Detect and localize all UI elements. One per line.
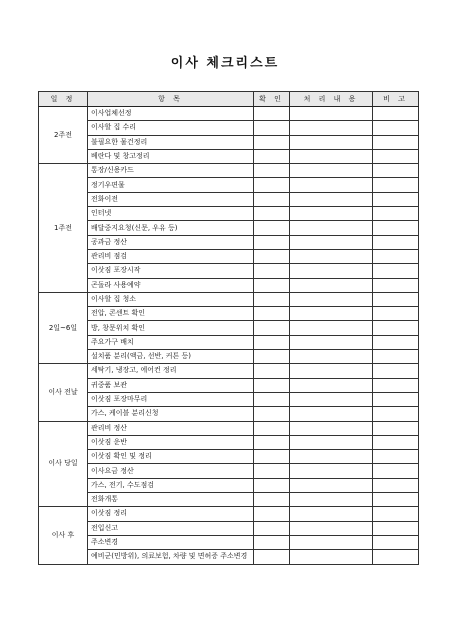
item-cell: 이사업체선정 [88, 107, 254, 121]
table-row [39, 121, 419, 135]
table-row [39, 335, 419, 349]
check-cell[interactable] [254, 192, 290, 206]
check-cell[interactable] [254, 350, 290, 364]
period-cell: 이사 후 [39, 507, 88, 564]
item-cell: 이삿짐 확인 및 정리 [88, 450, 254, 464]
note-cell[interactable] [373, 435, 419, 449]
table-row [39, 235, 419, 249]
check-cell[interactable] [254, 249, 290, 263]
action-cell[interactable] [290, 278, 373, 292]
check-cell[interactable] [254, 178, 290, 192]
table-row [39, 493, 419, 507]
check-cell[interactable] [254, 550, 290, 564]
action-cell[interactable] [290, 292, 373, 306]
item-cell: 배달중지요청(신문, 우유 등) [88, 221, 254, 235]
action-cell[interactable] [290, 407, 373, 421]
table-row [39, 149, 419, 163]
item-cell: 이사요금 정산 [88, 464, 254, 478]
check-cell[interactable] [254, 364, 290, 378]
check-cell[interactable] [254, 278, 290, 292]
period-cell: 이사 당일 [39, 421, 88, 507]
action-cell[interactable] [290, 192, 373, 206]
item-cell: 주요가구 배치 [88, 335, 254, 349]
item-cell: 전입신고 [88, 521, 254, 535]
table-row [39, 192, 419, 206]
check-cell[interactable] [254, 507, 290, 521]
check-cell[interactable] [254, 335, 290, 349]
note-cell[interactable] [373, 207, 419, 221]
note-cell[interactable] [373, 292, 419, 306]
action-cell[interactable] [290, 507, 373, 521]
header-item: 항 목 [88, 92, 254, 107]
check-cell[interactable] [254, 392, 290, 406]
check-cell[interactable] [254, 407, 290, 421]
check-cell[interactable] [254, 464, 290, 478]
table-row [39, 135, 419, 149]
note-cell[interactable] [373, 164, 419, 178]
action-cell[interactable] [290, 550, 373, 564]
table-row [39, 407, 419, 421]
note-cell[interactable] [373, 507, 419, 521]
note-cell[interactable] [373, 521, 419, 535]
table-row [39, 164, 419, 178]
table-row [39, 478, 419, 492]
check-cell[interactable] [254, 493, 290, 507]
note-cell[interactable] [373, 464, 419, 478]
period-cell: 2일~6일 [39, 292, 88, 363]
item-cell: 곤돌라 사용예약 [88, 278, 254, 292]
action-cell[interactable] [290, 107, 373, 121]
note-cell[interactable] [373, 278, 419, 292]
check-cell[interactable] [254, 149, 290, 163]
table-row [39, 221, 419, 235]
table-row [39, 178, 419, 192]
check-cell[interactable] [254, 378, 290, 392]
note-cell[interactable] [373, 478, 419, 492]
note-cell[interactable] [373, 493, 419, 507]
note-cell[interactable] [373, 450, 419, 464]
item-cell: 전화이전 [88, 192, 254, 206]
note-cell[interactable] [373, 121, 419, 135]
action-cell[interactable] [290, 149, 373, 163]
note-cell[interactable] [373, 235, 419, 249]
action-cell[interactable] [290, 121, 373, 135]
check-cell[interactable] [254, 164, 290, 178]
table-row [39, 292, 419, 306]
action-cell[interactable] [290, 464, 373, 478]
header-note: 비 고 [373, 92, 419, 107]
item-cell: 통장/신용카드 [88, 164, 254, 178]
table-row [39, 321, 419, 335]
table-row [39, 435, 419, 449]
table-row [39, 521, 419, 535]
header-check: 확 인 [254, 92, 290, 107]
check-cell[interactable] [254, 478, 290, 492]
note-cell[interactable] [373, 135, 419, 149]
action-cell[interactable] [290, 264, 373, 278]
table-row [39, 535, 419, 549]
period-cell: 이사 전날 [39, 364, 88, 421]
item-cell: 정기우편물 [88, 178, 254, 192]
table-row [39, 421, 419, 435]
action-cell[interactable] [290, 521, 373, 535]
action-cell[interactable] [290, 249, 373, 263]
item-cell: 귀중품 보관 [88, 378, 254, 392]
checklist-table [38, 91, 419, 565]
item-cell: 인터넷 [88, 207, 254, 221]
note-cell[interactable] [373, 378, 419, 392]
check-cell[interactable] [254, 264, 290, 278]
item-cell: 가스, 케이블 분리신청 [88, 407, 254, 421]
check-cell[interactable] [254, 421, 290, 435]
check-cell[interactable] [254, 135, 290, 149]
period-cell: 1주전 [39, 164, 88, 293]
check-cell[interactable] [254, 321, 290, 335]
item-cell: 공과금 정산 [88, 235, 254, 249]
header-period: 일 정 [39, 92, 88, 107]
check-cell[interactable] [254, 521, 290, 535]
item-cell: 불필요한 물건정리 [88, 135, 254, 149]
item-cell: 이삿짐 정리 [88, 507, 254, 521]
checklist-body [39, 107, 419, 565]
check-cell[interactable] [254, 221, 290, 235]
table-row [39, 550, 419, 564]
table-row [39, 364, 419, 378]
item-cell: 이사할 집 청소 [88, 292, 254, 306]
action-cell[interactable] [290, 350, 373, 364]
action-cell[interactable] [290, 178, 373, 192]
item-cell: 관리비 점검 [88, 249, 254, 263]
table-row [39, 464, 419, 478]
header-row [39, 92, 419, 107]
check-cell[interactable] [254, 121, 290, 135]
note-cell[interactable] [373, 321, 419, 335]
item-cell: 관리비 정산 [88, 421, 254, 435]
item-cell: 세탁기, 냉장고, 에어컨 정리 [88, 364, 254, 378]
check-cell[interactable] [254, 435, 290, 449]
table-row [39, 507, 419, 521]
check-cell[interactable] [254, 207, 290, 221]
note-cell[interactable] [373, 264, 419, 278]
item-cell: 설치품 분리(액금, 선반, 커튼 등) [88, 350, 254, 364]
action-cell[interactable] [290, 478, 373, 492]
table-row [39, 307, 419, 321]
action-cell[interactable] [290, 364, 373, 378]
note-cell[interactable] [373, 364, 419, 378]
table-row [39, 249, 419, 263]
note-cell[interactable] [373, 421, 419, 435]
item-cell: 이삿짐 포장마무리 [88, 392, 254, 406]
action-cell[interactable] [290, 207, 373, 221]
item-cell: 전압, 콘센트 확인 [88, 307, 254, 321]
table-row [39, 392, 419, 406]
check-cell[interactable] [254, 307, 290, 321]
action-cell[interactable] [290, 392, 373, 406]
table-row [39, 450, 419, 464]
note-cell[interactable] [373, 407, 419, 421]
action-cell[interactable] [290, 235, 373, 249]
action-cell[interactable] [290, 164, 373, 178]
item-cell: 가스, 전기, 수도점검 [88, 478, 254, 492]
action-cell[interactable] [290, 535, 373, 549]
table-row [39, 107, 419, 121]
page-title: 이사 체크리스트 [170, 56, 280, 71]
note-cell[interactable] [373, 249, 419, 263]
item-cell: 베란다 및 창고정리 [88, 149, 254, 163]
item-cell: 이삿짐 포장시작 [88, 264, 254, 278]
note-cell[interactable] [373, 392, 419, 406]
note-cell[interactable] [373, 550, 419, 564]
action-cell[interactable] [290, 335, 373, 349]
action-cell[interactable] [290, 493, 373, 507]
table-row [39, 278, 419, 292]
item-cell: 주소변경 [88, 535, 254, 549]
table-row [39, 378, 419, 392]
item-cell: 방, 창문위치 확인 [88, 321, 254, 335]
note-cell[interactable] [373, 149, 419, 163]
note-cell[interactable] [373, 107, 419, 121]
action-cell[interactable] [290, 135, 373, 149]
note-cell[interactable] [373, 307, 419, 321]
note-cell[interactable] [373, 535, 419, 549]
item-cell: 이삿짐 운반 [88, 435, 254, 449]
action-cell[interactable] [290, 321, 373, 335]
note-cell[interactable] [373, 335, 419, 349]
table-row [39, 207, 419, 221]
item-cell: 예비군(민방위), 의료보험, 차량 및 면허증 주소변경 [88, 550, 254, 564]
action-cell[interactable] [290, 421, 373, 435]
check-cell[interactable] [254, 235, 290, 249]
period-cell: 2주전 [39, 107, 88, 164]
item-cell: 이사할 집 수리 [88, 121, 254, 135]
action-cell[interactable] [290, 378, 373, 392]
action-cell[interactable] [290, 435, 373, 449]
table-row [39, 264, 419, 278]
action-cell[interactable] [290, 221, 373, 235]
header-action: 처 리 내 용 [290, 92, 373, 107]
table-row [39, 350, 419, 364]
check-cell[interactable] [254, 292, 290, 306]
action-cell[interactable] [290, 307, 373, 321]
check-cell[interactable] [254, 107, 290, 121]
check-cell[interactable] [254, 450, 290, 464]
note-cell[interactable] [373, 192, 419, 206]
item-cell: 전화개통 [88, 493, 254, 507]
action-cell[interactable] [290, 450, 373, 464]
check-cell[interactable] [254, 535, 290, 549]
note-cell[interactable] [373, 350, 419, 364]
note-cell[interactable] [373, 221, 419, 235]
note-cell[interactable] [373, 178, 419, 192]
